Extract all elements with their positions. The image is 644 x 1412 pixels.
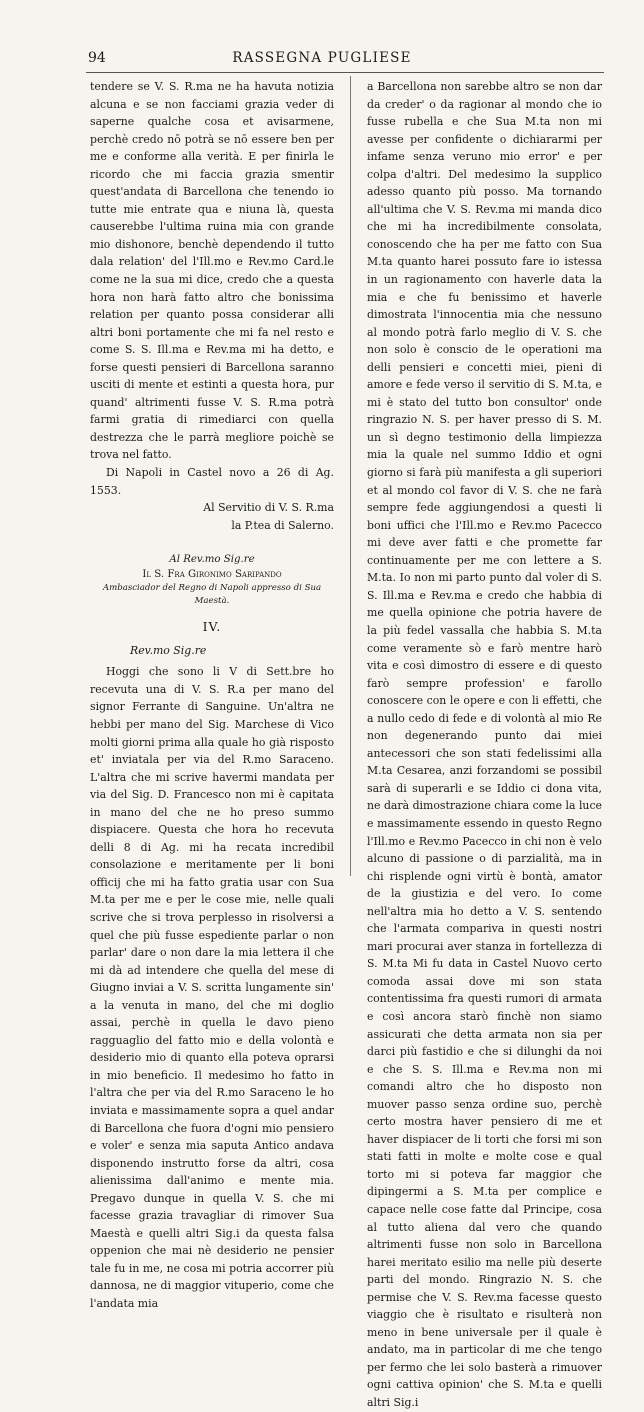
section-number: IV. (202, 619, 222, 635)
signature-role: Ambasciador del Regno di Napoli appresso di Sua Maestà. (102, 583, 322, 607)
column-divider (350, 76, 351, 876)
addressee: Al Rev.mo Sig.re (169, 554, 255, 566)
header-rule (86, 72, 604, 73)
salutation: Rev.mo Sig.re (130, 643, 207, 657)
left-column (90, 78, 334, 1313)
servant-line: Al Servitio di V. S. R.ma (203, 501, 334, 515)
page-number: 94 (88, 50, 106, 66)
right-column (367, 78, 602, 1412)
letter-paragraph: Hoggi che sono li V di Sett.bre ho recevuta una di V. S. R.a per mano del signor Ferrante di Sanguine. Un'altra ne hebbi per mano del Sig. Marchese di Vico molti giorni prima alla quale ho già risposto et' inviatala per via del R.mo Saraceno. L'altra che mi scrive havermi mandata per via del Sig. D. Francesco non mi è capitata in mano del che ne ho preso summo dispiacere. Questa che hora ho recevuta delli 8 di Ag. mi ha recata incredibil consolazione e meritamente per li boni officij che mi ha fatto gratia usar con Sua M.ta per me e per le cose mie, nelle quali scrive che si trova perplesso in risolversi a quel che più fusse espediente parlar o non parlar' dare o non dare la mia lettera il che mi dà ad intendere che quella del mese di Giugno inviai a V. S. scritta lungamente sin' a la venuta in mano, del che mi doglio assai, perchè in quella le davo pieno ragguaglio del fatto mio e della volontà e desiderio mio di quanto ella poteva oprarsi in mio beneficio. Il medesimo ho fatto in l'altra che per via del R.mo Saraceno le ho inviata e massimamente sopra a quel andar di Barcellona che fuora d'ogni mio pensiero e voler' e senza mia saputa Antico andava disponendo instrutto forse da altri, cosa alienissima dall'animo e mente mia. Pregavo dunque in quella V. S. che mi facesse grazia travagliar di rimover Sua Maestà e quelli altri Sig.i da questa falsa oppenion che mai nè desiderio ne pensier tale fu in me, ne cosa mi potria accorrer più dannosa, ne di maggior vituperio, come che l'andata mia (90, 665, 334, 1310)
dateline: Di Napoli in Castel novo a 26 di Ag. 1553. (90, 466, 334, 497)
letter-paragraph: a Barcellona non sarebbe altro se non dar da creder' o da ragionar al mondo che io fusse rubella e che Sua M.ta non mi avesse per confidente o dichiararmi per infame senza veruno mio error' e per colpa d'altri. Del medesimo la supplico adesso quanto più posso. Ma tornando all'ultima che V. S. Rev.ma mi manda dico che mi ha incredibilmente consolata, conoscendo che ha per me fatto con Sua M.ta quanto harei possuto fare io istessa in un ragionamento con haverle data la mia e che fu benissimo et haverle dimostrata l'innocentia mia che nessuno al mondo potrà farlo meglio di V. S. che non solo è conscio de le operationi ma delli pensieri e concetti miei, pieni di amore e fede verso il servitio di S. M.ta, e mi è stato del tutto bon consultor' onde ringrazio N. S. per haver presso di S. M. un sì degno testimonio della limpiezza mia la quale nel summo Iddio et ogni giorno si farà più manifesta a gli superiori et al mondo col favor di V. S. che ne farà sempre fede aggiungendosi a questi li boni uffici che l'Ill.mo e Rev.mo Pacecco mi deve aver fatti e che promette far continuamente per me con lettere a S. M.ta. Io non mi parto punto dal voler di S. S. Ill.ma e Rev.ma e credo che habbia di me quella opinione che potria havere de la più fedel vassalla che habbia S. M.ta come veramente sò e farò mentre harò vita e così dimostro di essere e di questo farò sempre profession' e farollo conoscere con le opere e con li effetti, che a nullo cedo di fede e di volontà al mio Re non degenerando punto dai miei antecessori che son stati fedelissimi alla M.ta Cesarea, anzi forzandomi se possibil sarà di superarli e se Iddio ci dona vita, ne darà dimostrazione chiara come la luce e massimamente essendo in questo Regno l'Ill.mo e Rev.mo Pacecco in chi non è velo alcuno di passione o di parzialità, ma in chi risplende ogni virtù è bontà, amator de la giustizia e del vero. Io come nell'altra mia ho detto a V. S. sentendo che l'armata compariva in questi nostri mari procurai aver stanza in fortellezza di S. M.ta Mi fu data in Castel Nuovo certo comoda assai dove mi son stata contentissima fra questi rumori di armata e così ancora starò finchè non siamo assicurati che detta armata non sia per darci più fastidio e che si dilunghi da noi e che S. S. Ill.ma e Rev.ma non mi comandi altro che ho disposto non muover passo senza ordine suo, perchè certo mostra haver pensiero di me et haver dispiacer de li torti che forsi mi son stati fatti in molte e molte cose e qual torto mi si poteva far maggior che dipingermi a S. M.ta per complice e capace nelle cose fatte dal Principe, cosa al tutto aliena dal vero che quando altrimenti fusse non solo in Barcellona harei meritato esilio ma nelle più deserte parti del mondo. Ringrazio N. S. che permise che V. S. Rev.ma facesse questo viaggio che è risultato e risulterà non meno in bene universale per il quale è andato, ma in particolar di me che tengo per fermo che lei solo basterà a rimuover ogni cattiva opinion' che S. M.ta e quelli altri Sig.i (367, 80, 602, 1410)
letter-paragraph: tendere se V. S. R.ma ne ha havuta notizia alcuna e se non facciami grazia veder di saperne qualche cosa et avisarmene, perchè credo nō potrà se nō essere ben per me e conforme alla verità. E per finirla le ricordo che mi faccia grazia smentir quest'andata di Barcellona che tenendo io tutte mie entrate qua e niuna là, questa causerebbe l'ultima ruina mia con grande mio dishonore, benchè dependendo il tutto dala relation' del l'Ill.mo e Rev.mo Card.le come ne la sua mi dice, credo che a questa hora non harà fatto altro che bonissima relation per quanto possa considerar alli altri boni portamente che mi fa nel resto e come S. S. Ill.ma e Rev.ma mi ha detto, e forse questi pensieri di Barcellona saranno usciti di mente et estinti a questa hora, pur quand' altrimenti fusse V. S. R.ma potrà farmi gratia di rimediarci con quella destrezza che le parrà megliore poichè se trova nel fatto. (90, 80, 334, 462)
signature-block (90, 552, 334, 608)
running-title: RASSEGNA PUGLIESE (232, 50, 412, 66)
signature-name: Il S. Fra Gironimo Saripando (142, 569, 282, 581)
servant-line: la P.tea di Salerno. (231, 518, 334, 532)
